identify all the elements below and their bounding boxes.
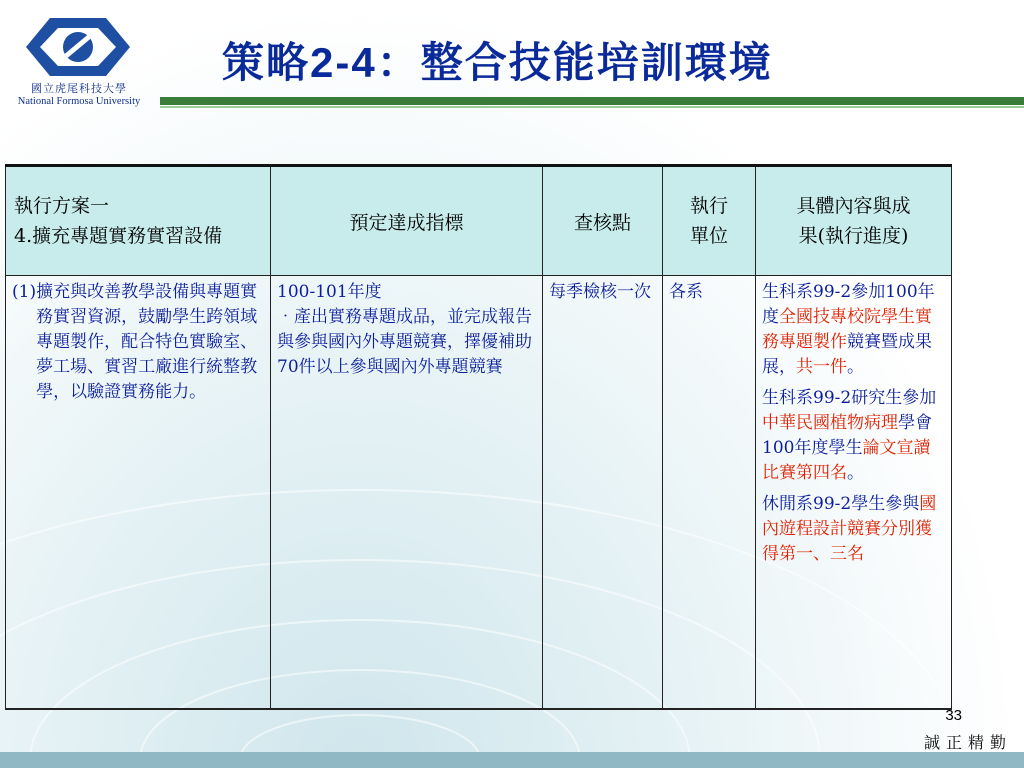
university-name-zh: 國立虎尾科技大學 <box>31 82 127 95</box>
result-1-text-a: 生科系99-2參加100年度 <box>762 282 935 327</box>
result-1-text-d: 共一件 <box>796 357 847 377</box>
strategy-table <box>5 164 952 710</box>
cell-checkpoint: 每季檢核一次 <box>543 276 663 710</box>
plan-item-number: (1) <box>12 282 37 302</box>
cell-unit: 各系 <box>663 276 756 710</box>
header-result-line1: 具體內容與成 <box>796 195 911 217</box>
result-item <box>762 492 945 567</box>
header-checkpoint: 查核點 <box>543 166 663 276</box>
header-plan <box>6 166 271 276</box>
school-motto: 誠正精勤 <box>923 733 1012 752</box>
result-item <box>762 386 945 486</box>
plan-item <box>12 280 264 405</box>
university-name-en: National Formosa University <box>17 96 141 107</box>
indicator-text: ‧產出實務專題成品，並完成報告與參與國內外專題競賽，擇優補助70件以上參與國內外專題競賽 <box>277 307 532 377</box>
table-row <box>6 276 952 710</box>
title-divider-light <box>160 106 1024 108</box>
header-plan-line2: 4.擴充專題實務實習設備 <box>14 225 223 247</box>
result-2-text-c: 學會100年度學生 <box>762 413 932 458</box>
header-unit-line2: 單位 <box>689 225 728 247</box>
result-1-text-c: 競賽暨成果展， <box>762 332 932 377</box>
footer-bar <box>0 752 1024 768</box>
result-2-text-a: 生科系99-2研究生參加 <box>762 388 937 408</box>
result-item <box>762 280 945 380</box>
cell-plan-item <box>6 276 271 710</box>
slide-title <box>222 30 773 90</box>
header-unit-line1: 執行 <box>689 195 728 217</box>
header-unit <box>663 166 756 276</box>
header-plan-line1: 執行方案一 <box>14 195 110 217</box>
table-header-row <box>6 166 952 276</box>
result-3-text-b: 國內遊程設計競賽分別獲得第一、三名 <box>762 494 937 564</box>
plan-item-text: 擴充與改善教學設備與專題實務實習資源，鼓勵學生跨領域專題製作，配合特色實驗室、夢工場、實習工廠進行統整教學，以驗證實務能力。 <box>36 282 258 402</box>
university-logo <box>22 14 134 80</box>
result-2-text-b: 中華民國植物病理 <box>762 413 898 433</box>
cell-indicator <box>271 276 543 710</box>
title-divider <box>160 97 1024 105</box>
result-1-text-e: 。 <box>847 357 864 377</box>
result-2-text-d: 論文宣讀比賽第四名 <box>762 438 931 483</box>
title-suffix: ：整合技能培訓環境 <box>376 38 773 87</box>
header-result-line2: 果(執行進度) <box>798 225 909 247</box>
title-number: 2-4 <box>310 39 377 86</box>
result-3-text-a: 休閒系99-2學生參與 <box>762 494 920 514</box>
title-prefix: 策略 <box>222 38 311 87</box>
header-indicator: 預定達成指標 <box>271 166 543 276</box>
result-2-text-e: 。 <box>847 463 864 483</box>
indicator-year: 100-101年度 <box>277 282 382 302</box>
cell-results <box>756 276 952 710</box>
header-result <box>756 166 952 276</box>
page-number: 33 <box>945 707 962 724</box>
result-1-text-b: 全國技專校院學生實務專題製作 <box>762 307 932 352</box>
